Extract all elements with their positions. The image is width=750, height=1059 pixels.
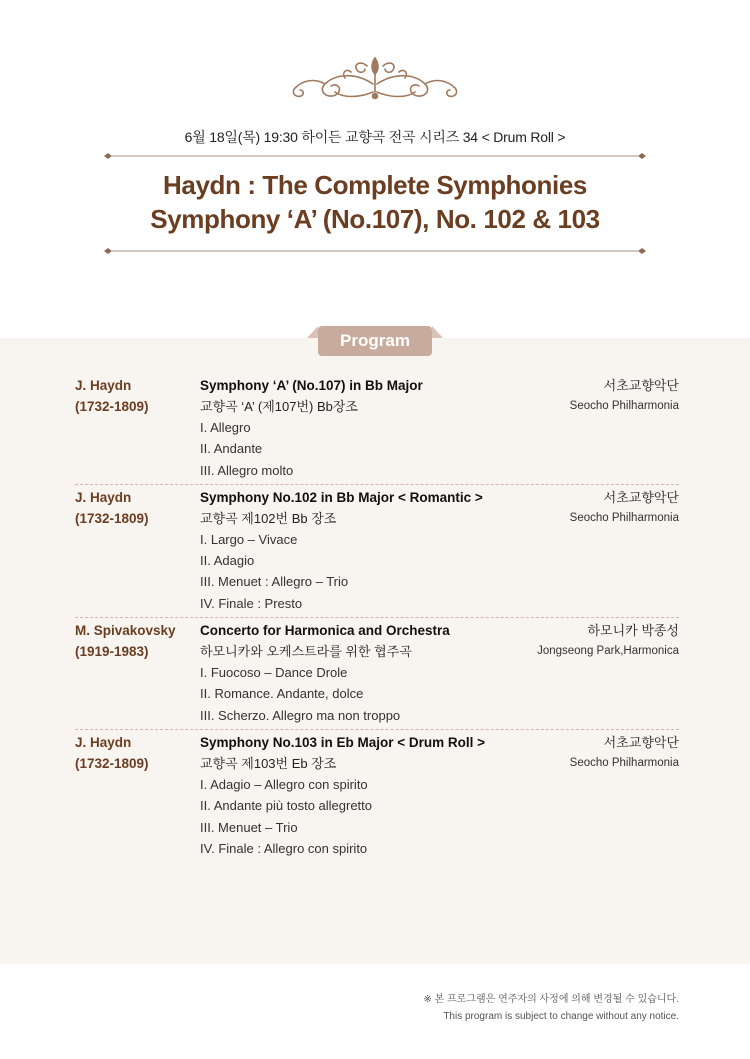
notice-korean: ※ 본 프로그램은 연주자의 사정에 의해 변경될 수 있습니다. bbox=[423, 994, 679, 1005]
composer bbox=[75, 375, 195, 417]
composer-years: (1732-1809) bbox=[75, 510, 149, 526]
movement: I. Largo – Vivace bbox=[200, 531, 298, 547]
page-title-line1: Haydn : The Complete Symphonies bbox=[163, 170, 587, 200]
movement: IV. Finale : Allegro con spirito bbox=[200, 840, 368, 856]
movement: III. Allegro molto bbox=[200, 462, 294, 478]
performer bbox=[570, 487, 679, 529]
movement: I. Fuocoso – Dance Drole bbox=[200, 665, 348, 681]
ornamental-divider bbox=[102, 152, 648, 160]
scroll-ornament-icon bbox=[285, 52, 465, 104]
program-tab bbox=[307, 326, 443, 356]
movement: IV. Finale : Presto bbox=[200, 595, 303, 611]
composer-name: M. Spivakovsky bbox=[75, 623, 176, 639]
program-label: Program bbox=[318, 326, 432, 356]
work-title: Concerto for Harmonica and Orchestra bbox=[200, 623, 450, 639]
composer-name: J. Haydn bbox=[75, 378, 132, 393]
program-item bbox=[75, 730, 679, 859]
performer-english: Seocho Philharmonia bbox=[569, 400, 679, 412]
performer-english: Seocho Philharmonia bbox=[569, 756, 679, 769]
movement: III. Scherzo. Allegro ma non troppo bbox=[200, 707, 401, 723]
ornamental-divider bbox=[102, 247, 648, 255]
tab-wing-left bbox=[307, 326, 318, 338]
composer-years: (1732-1809) bbox=[75, 755, 149, 771]
movement: II. Adagio bbox=[200, 553, 255, 569]
notice-english: This program is subject to change without any notice. bbox=[443, 1011, 679, 1022]
work-title-korean: 교향곡 ‘A’ (제107번) Bb장조 bbox=[200, 399, 358, 414]
work-title: Symphony No.102 in Bb Major < Romantic > bbox=[200, 489, 483, 505]
movement: II. Andante più tosto allegretto bbox=[200, 798, 373, 814]
performer-korean: 서초교향악단 bbox=[603, 734, 679, 750]
movement: II. Romance. Andante, dolce bbox=[200, 686, 364, 702]
composer-years: (1732-1809) bbox=[75, 399, 149, 414]
performer-korean: 하모니카 박종성 bbox=[587, 623, 679, 639]
performer bbox=[570, 732, 679, 774]
program-item bbox=[75, 375, 679, 485]
work-title: Symphony ‘A’ (No.107) in Bb Major bbox=[200, 378, 423, 393]
performer-english: Seocho Philharmonia bbox=[569, 511, 679, 524]
composer-name: J. Haydn bbox=[75, 489, 132, 505]
performer-korean: 서초교향악단 bbox=[603, 489, 679, 505]
work-title: Symphony No.103 in Eb Major < Drum Roll > bbox=[200, 734, 486, 750]
program-item bbox=[75, 618, 679, 730]
composer bbox=[75, 620, 195, 662]
work-title-korean: 하모니카와 오케스트라를 위한 협주곡 bbox=[200, 644, 412, 660]
composer bbox=[75, 732, 195, 774]
program-list bbox=[75, 375, 679, 859]
performer-english: Jongseong Park,Harmonica bbox=[537, 645, 679, 658]
page-title-line2: Symphony ‘A’ (No.107), No. 102 & 103 bbox=[150, 204, 600, 234]
composer-years: (1919-1983) bbox=[75, 644, 149, 660]
movement: II. Andante bbox=[200, 441, 263, 457]
movement: III. Menuet : Allegro – Trio bbox=[200, 574, 349, 590]
concert-subtitle: 6월 18일(목) 19:30 하이든 교향곡 전곡 시리즈 34 < Drum Roll > bbox=[184, 129, 566, 145]
performer-korean: 서초교향악단 bbox=[603, 378, 679, 393]
work-title-korean: 교향곡 제102번 Bb 장조 bbox=[200, 510, 337, 526]
performer bbox=[537, 620, 679, 662]
movement: I. Allegro bbox=[200, 420, 251, 435]
tab-wing-right bbox=[432, 326, 443, 338]
program-item bbox=[75, 485, 679, 618]
composer-name: J. Haydn bbox=[75, 734, 132, 750]
composer bbox=[75, 487, 195, 529]
movement: I. Adagio – Allegro con spirito bbox=[200, 776, 368, 792]
work-title-korean: 교향곡 제103번 Eb 장조 bbox=[200, 755, 337, 771]
performer bbox=[570, 375, 679, 417]
change-notice bbox=[423, 991, 679, 1025]
movement: III. Menuet – Trio bbox=[200, 819, 298, 835]
